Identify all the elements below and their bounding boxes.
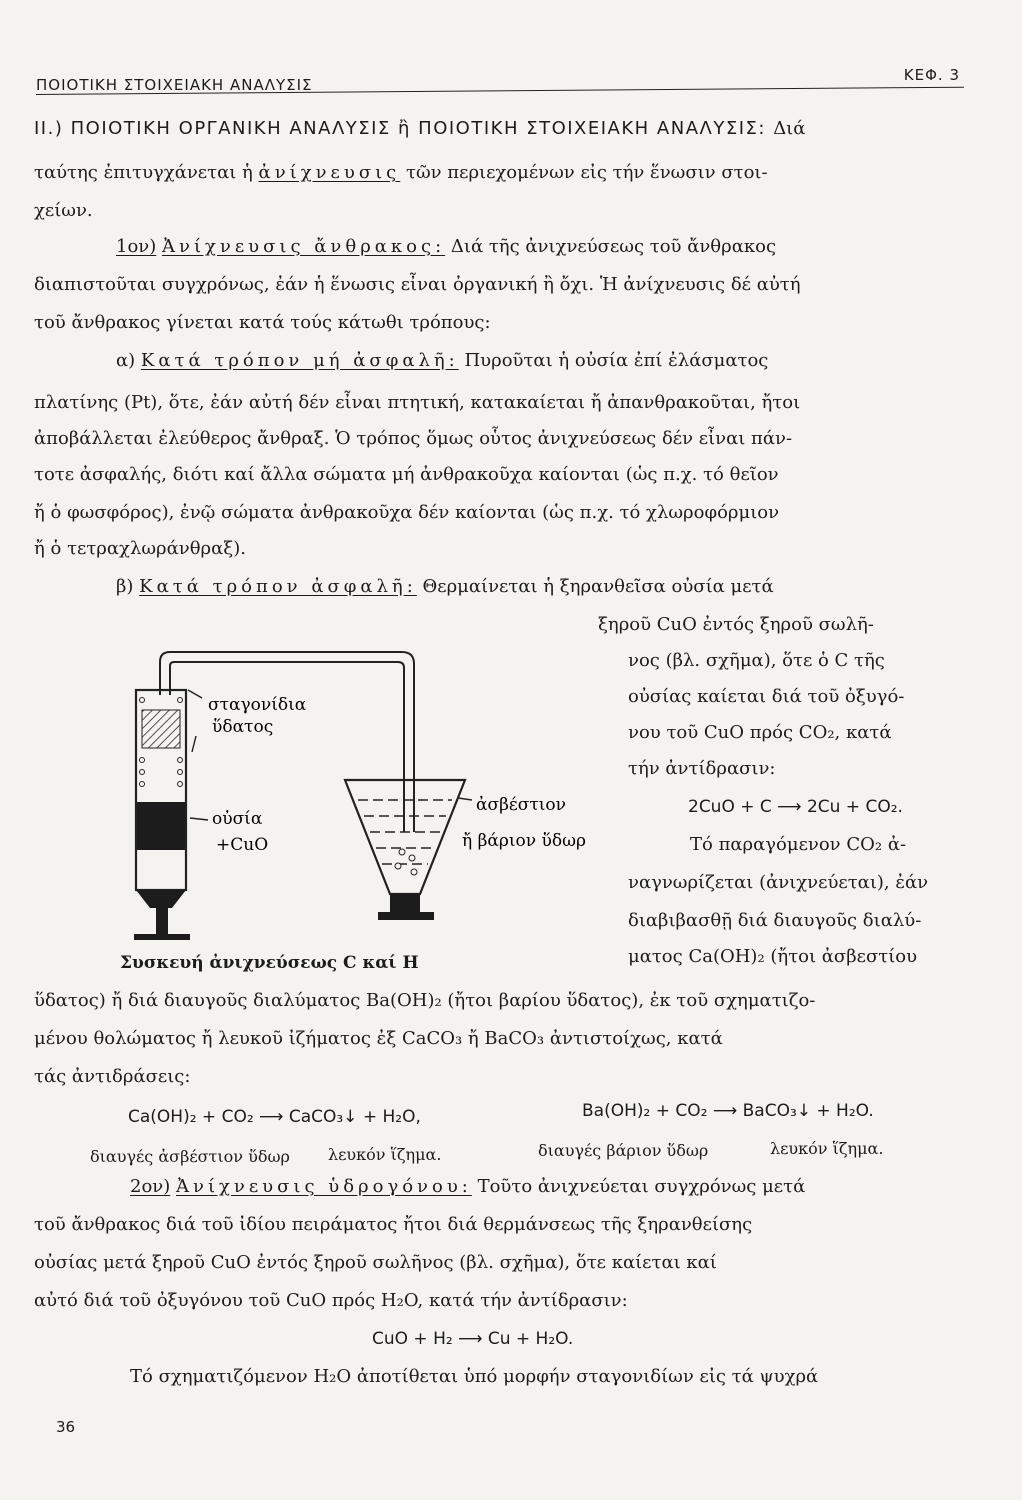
delivery-tube — [160, 652, 414, 832]
reaction-label: λευκόν ἵζημα. — [328, 1145, 442, 1164]
paragraph-line: τοῦ ἄνθρακος γίνεται κατά τούς κάτωθι τρόπους: — [34, 312, 491, 333]
label-substance-2: +CuO — [216, 835, 269, 855]
paragraph-line: τοῦ ἄνθρακος διά τοῦ ἰδίου πειράματος ἤτοι διά θερμάνσεως τῆς ξηρανθείσης — [34, 1214, 753, 1235]
paragraph-line: ἤ ὁ τετραχλωράνθραξ). — [34, 538, 246, 559]
label-limewater-1: ἀσβέστιον — [476, 795, 566, 815]
method-b-heading — [116, 576, 774, 598]
emphasis-span: ἀνίχνευσις — [258, 162, 401, 183]
text-span: Τοῦτο ἀνιχνεύεται συγχρόνως μετά — [477, 1176, 806, 1197]
paragraph-line: ὕδατος) ἤ διά διαυγοῦς διαλύματος Ba(OH)₂ (ἤτοι βαρίου ὕδατος), ἐκ τοῦ σχηματιζο- — [34, 990, 816, 1011]
paragraph-line: Τό σχηματιζόμενον H₂O ἀποτίθεται ὑπό μορφήν σταγονιδίων εἰς τά ψυχρά — [130, 1366, 819, 1387]
paragraph-line: ξηροῦ CuO ἐντός ξηροῦ σωλῆ- — [598, 614, 874, 635]
paragraph-line: αὐτό διά τοῦ ὀξυγόνου τοῦ CuO πρός H₂O, κατά τήν ἀντίδρασιν: — [34, 1290, 628, 1311]
section-title: ΠΟΙΟΤΙΚΗ ΟΡΓΑΝΙΚΗ ΑΝΑΛΥΣΙΣ ἢ ΠΟΙΟΤΙΚΗ ΣΤΟΙΧΕΙΑΚΗ ΑΝΑΛΥΣΙΣ: — [70, 118, 766, 139]
paragraph-line: τοτε ἀσφαλής, διότι καί ἄλλα σώματα μή ἀνθρακοῦχα καίονται (ὡς π.χ. τό θεῖον — [34, 464, 779, 485]
label-droplets-2: ὕδατος — [212, 717, 274, 737]
paragraph-line: διαβιβασθῇ διά διαυγοῦς διαλύ- — [628, 910, 922, 931]
paragraph-line — [34, 162, 768, 184]
paragraph-line: τήν ἀντίδρασιν: — [628, 758, 776, 779]
paragraph-line: ναγνωρίζεται (ἀνιχνεύεται), ἐάν — [628, 872, 929, 893]
paragraph-line: νος (βλ. σχῆμα), ὅτε ὁ C τῆς — [628, 650, 885, 671]
reaction-equation: 2CuO + C ⟶ 2Cu + CO₂. — [688, 797, 903, 817]
running-header-chapter: ΚΕΦ. 3 — [903, 66, 960, 84]
paragraph-line: μένου θολώματος ἤ λευκοῦ ἰζήματος ἐξ CaCO₃ ἤ BaCO₃ ἀντιστοίχως, κατά — [34, 1028, 723, 1049]
paragraph-line: πλατίνης (Pt), ὅτε, ἐάν αὐτή δέν εἶναι πτητική, κατακαίεται ἤ ἀπανθρακοῦται, ἤτοι — [34, 392, 801, 413]
section-heading — [34, 118, 805, 140]
page-number: 36 — [56, 1418, 76, 1436]
section-title-tail: Διά — [773, 118, 806, 139]
text-span: ταύτης ἐπιτυγχάνεται ἡ — [34, 162, 253, 183]
paragraph-line: Τό παραγόμενον CO₂ ἀ- — [690, 834, 907, 855]
paragraph-line: οὐσίας μετά ξηροῦ CuO ἐντός ξηροῦ σωλῆνος (βλ. σχῆμα), ὅτε καίεται καί — [34, 1252, 717, 1273]
subsection-title: Ἀνίχνευσις ἄνθρακος: — [162, 236, 446, 257]
reaction-equation-barium: Ba(OH)₂ + CO₂ ⟶ BaCO₃↓ + H₂O. — [582, 1101, 874, 1121]
subsection-number: 2ον) — [130, 1176, 171, 1197]
paragraph-line: ἀποβάλλεται ἐλεύθερος ἄνθραξ. Ὁ τρόπος ὅμως οὗτος ἀνιχνεύσεως δέν εἶναι πάν- — [34, 428, 793, 449]
running-header-title: ΠΟΙΟΤΙΚΗ ΣΤΟΙΧΕΙΑΚΗ ΑΝΑΛΥΣΙΣ — [36, 76, 313, 94]
paragraph-line: ἤ ὁ φωσφόρος), ἐνῷ σώματα ἀνθρακοῦχα δέν καίονται (ὡς π.χ. τό χλωροφόρμιον — [34, 502, 780, 523]
reaction-label: διαυγές βάριον ὕδωρ — [538, 1141, 709, 1160]
apparatus-figure — [120, 640, 620, 940]
method-title: Κατά τρόπον ἀσφαλῆ: — [139, 576, 417, 597]
paragraph-line: τάς ἀντιδράσεις: — [34, 1066, 191, 1087]
section-number: II.) — [34, 118, 64, 139]
paragraph-line: ματος Ca(OH)₂ (ἤτοι ἀσβεστίου — [628, 946, 918, 967]
paragraph-line: νου τοῦ CuO πρός CO₂, κατά — [628, 722, 892, 743]
label-substance-1: οὐσία — [212, 809, 263, 829]
reaction-label: λευκόν ἵζημα. — [770, 1139, 884, 1158]
subsection-number: 1ον) — [116, 236, 157, 257]
paragraph-line: διαπιστοῦται συγχρόνως, ἐάν ἡ ἕνωσις εἶναι ὀργανική ἢ ὄχι. Ἡ ἀνίχνευσις δέ αὐτή — [34, 274, 801, 295]
label-limewater-2: ἤ βάριον ὕδωρ — [462, 831, 586, 851]
figure-caption: Συσκευή ἀνιχνεύσεως C καί H — [120, 953, 419, 973]
text-span: τῶν περιεχομένων εἰς τήν ἕνωσιν στοι- — [405, 162, 768, 183]
paragraph-line: χείων. — [34, 200, 93, 221]
subsection-hydrogen-heading — [130, 1176, 805, 1198]
text-span: Θερμαίνεται ἡ ξηρανθεῖσα οὐσία μετά — [422, 576, 774, 597]
text-span: Διά τῆς ἀνιχνεύσεως τοῦ ἄνθρακος — [450, 236, 777, 257]
text-span: Πυροῦται ἡ οὐσία ἐπί ἐλάσματος — [464, 350, 769, 371]
paragraph-line: οὐσίας καίεται διά τοῦ ὀξυγό- — [628, 686, 905, 707]
reaction-equation-hydrogen: CuO + H₂ ⟶ Cu + H₂O. — [372, 1329, 574, 1349]
method-title: Κατά τρόπον μή ἀσφαλῆ: — [140, 350, 459, 371]
method-label: α) — [116, 350, 136, 371]
reaction-label: διαυγές ἀσβέστιον ὕδωρ — [90, 1147, 290, 1166]
method-label: β) — [116, 576, 134, 597]
method-a-heading — [116, 350, 768, 372]
label-droplets-1: σταγονίδια — [208, 695, 307, 715]
subsection-title: Ἀνίχνευσις ὑδρογόνου: — [176, 1176, 472, 1197]
reaction-equation-calcium: Ca(OH)₂ + CO₂ ⟶ CaCO₃↓ + H₂O, — [128, 1107, 421, 1127]
subsection-carbon-heading — [116, 236, 776, 258]
reaction-tube — [134, 690, 190, 940]
